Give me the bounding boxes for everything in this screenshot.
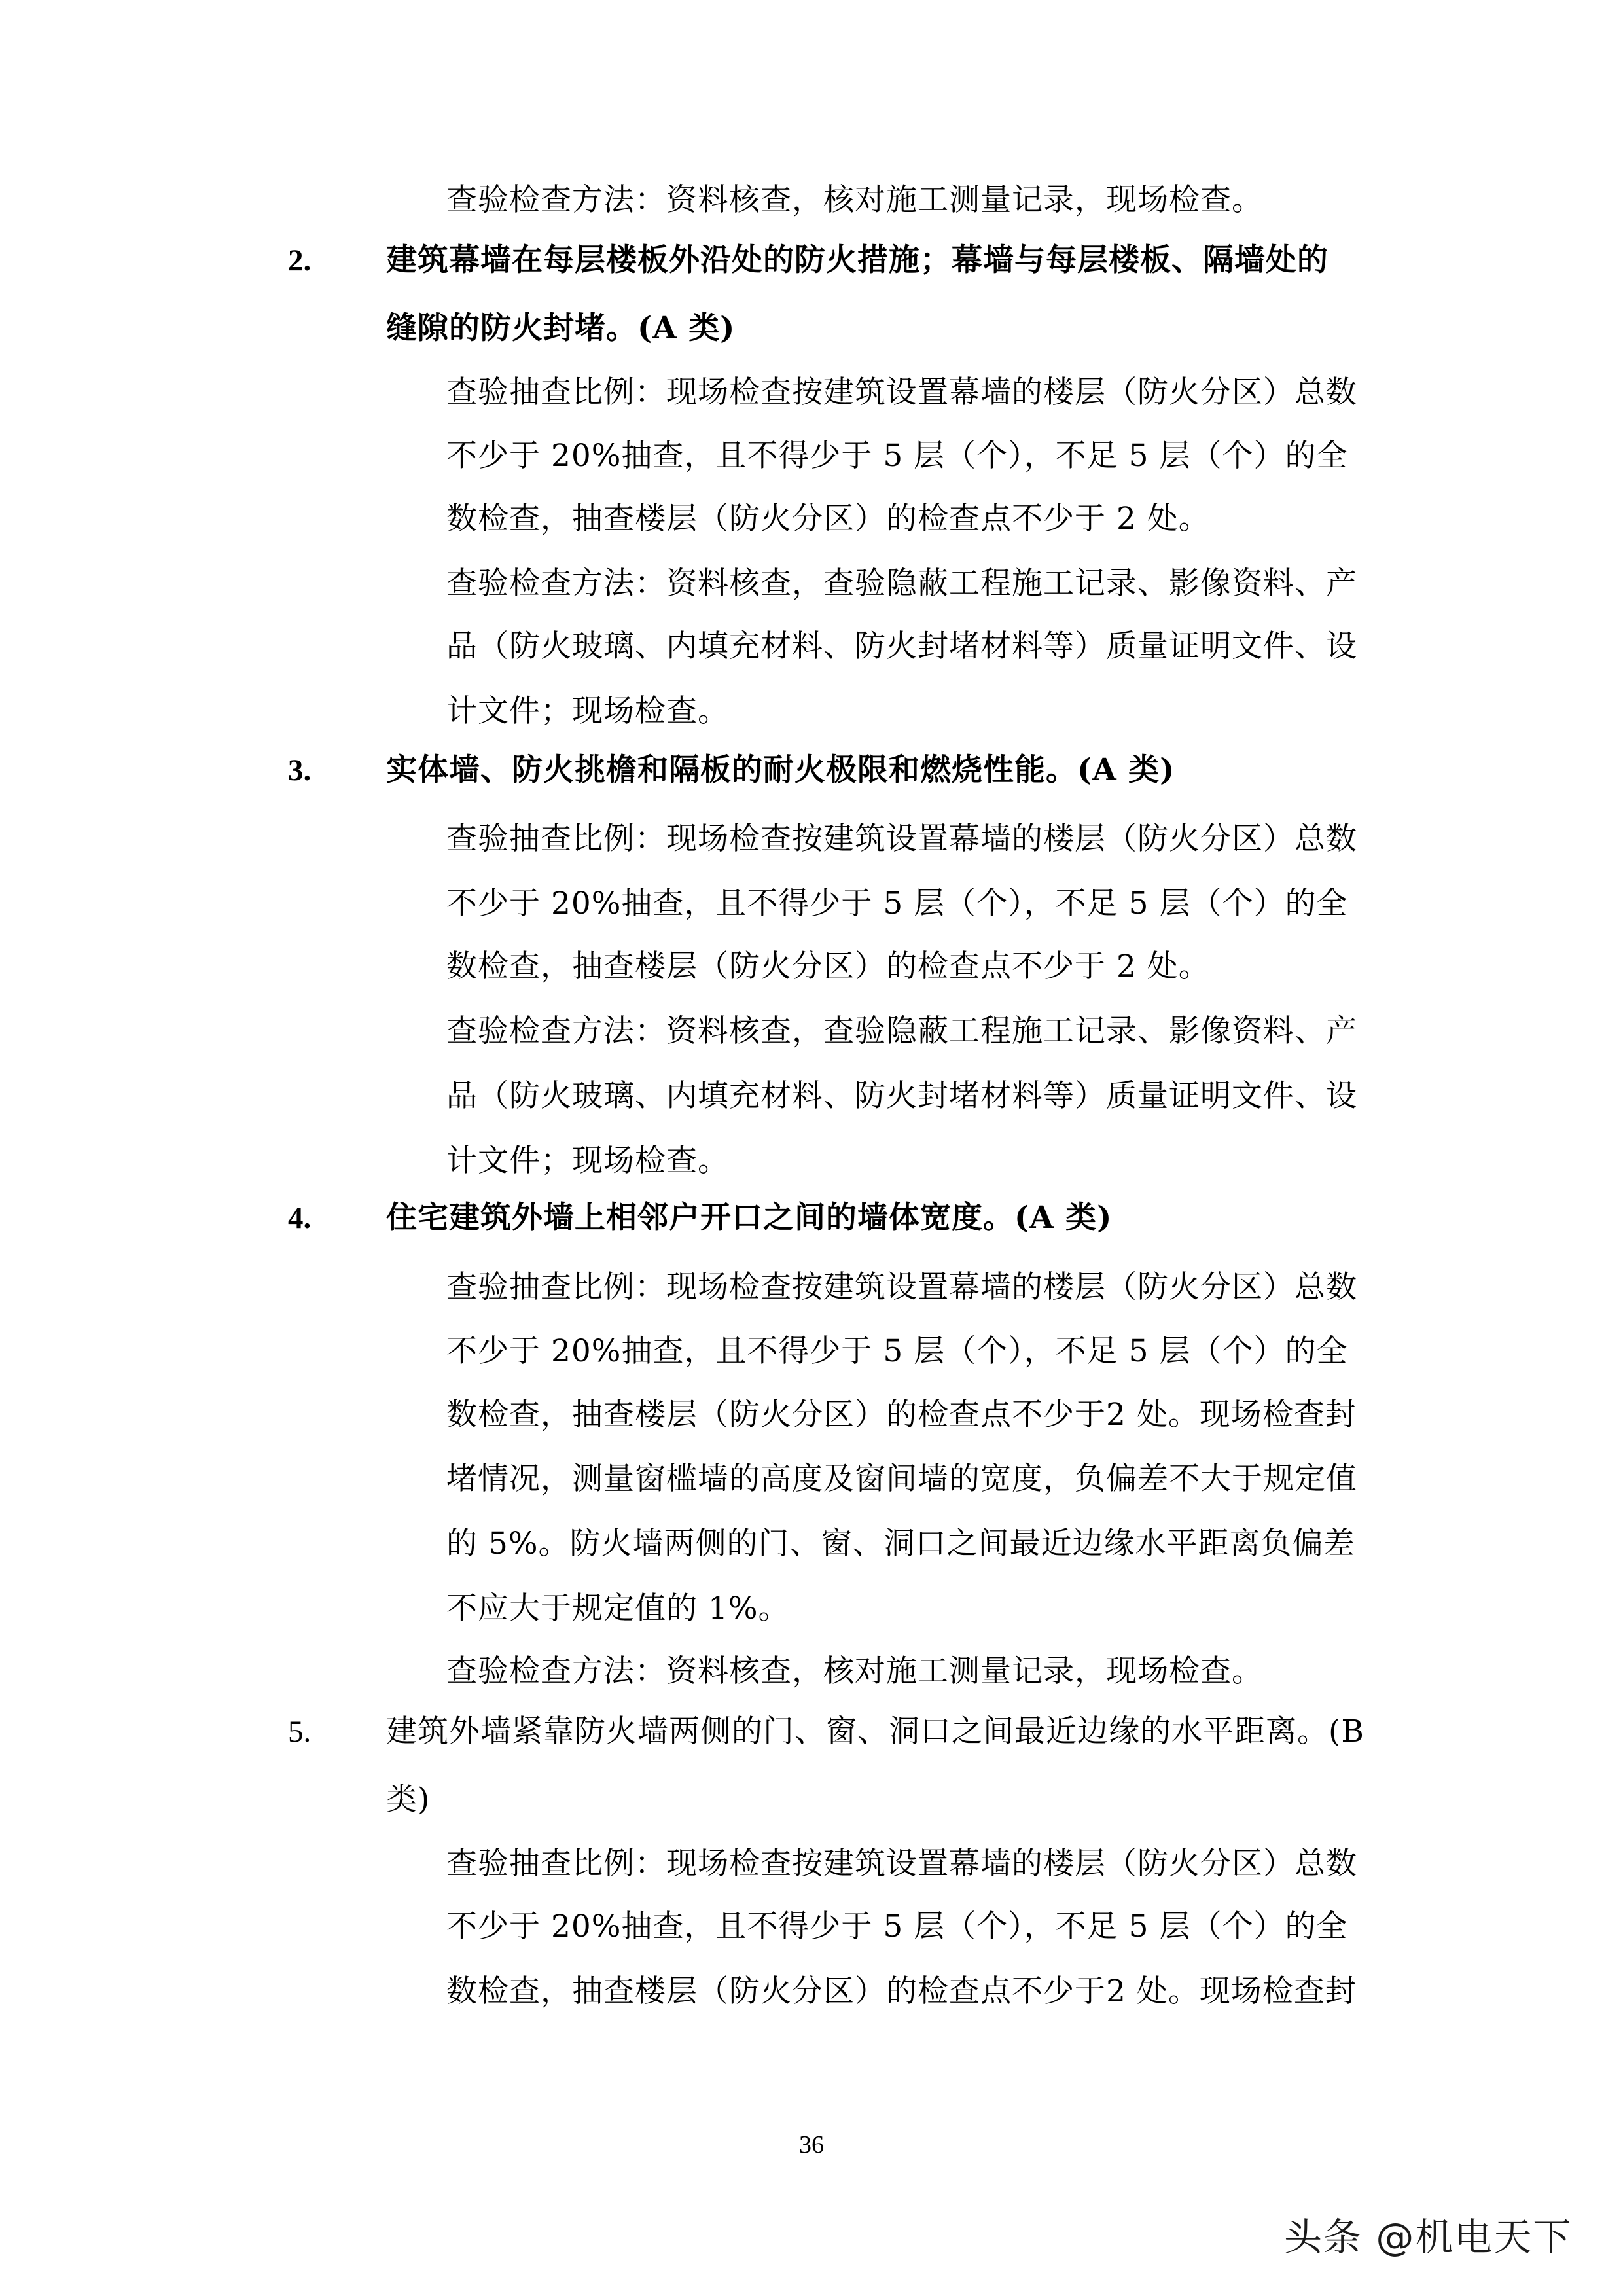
item-title-line: 建筑外墙紧靠防火墙两侧的门、窗、洞口之间最近边缘的水平距离。(B xyxy=(386,1713,1364,1749)
item-number: 5. xyxy=(288,1715,312,1749)
ratio-text-line: 数检查，抽查楼层（防火分区）的检查点不少于 2 处。 xyxy=(446,501,1210,537)
ratio-text-line: 不少于 20%抽查，且不得少于 5 层（个），不足 5 层（个）的全 xyxy=(446,886,1348,922)
watermark: 头条 @机电天下 xyxy=(1284,2215,1573,2259)
ratio-text-line: 不少于 20%抽查，且不得少于 5 层（个），不足 5 层（个）的全 xyxy=(446,1333,1348,1369)
ratio-text-line: 查验抽查比例：现场检查按建筑设置幕墙的楼层（防火分区）总数 xyxy=(446,374,1357,410)
method-text-continuation: 查验检查方法：资料核查，核对施工测量记录，现场检查。 xyxy=(446,182,1263,218)
method-text-line: 查验检查方法：资料核查，查验隐蔽工程施工记录、影像资料、产 xyxy=(446,565,1357,601)
ratio-text-line: 的 5%。防火墙两侧的门、窗、洞口之间最近边缘水平距离负偏差 xyxy=(446,1526,1355,1562)
method-text-line: 计文件；现场检查。 xyxy=(446,1143,729,1179)
item-title-line: 建筑幕墙在每层楼板外沿处的防火措施；幕墙与每层楼板、隔墙处的 xyxy=(386,242,1329,278)
ratio-text-line: 不应大于规定值的 1%。 xyxy=(446,1590,790,1626)
ratio-text-line: 数检查，抽查楼层（防火分区）的检查点不少于2 处。现场检查封 xyxy=(446,1397,1357,1433)
method-text-line: 品（防火玻璃、内填充材料、防火封堵材料等）质量证明文件、设 xyxy=(446,628,1357,664)
item-title-line: 实体墙、防火挑檐和隔板的耐火极限和燃烧性能。(A 类) xyxy=(386,752,1175,788)
ratio-text-line: 查验抽查比例：现场检查按建筑设置幕墙的楼层（防火分区）总数 xyxy=(446,1269,1357,1305)
item-title-line: 类) xyxy=(386,1782,431,1818)
page-number: 36 xyxy=(799,2131,824,2159)
ratio-text-line: 不少于 20%抽查，且不得少于 5 层（个），不足 5 层（个）的全 xyxy=(446,1909,1348,1945)
method-text-line: 查验检查方法：资料核查，查验隐蔽工程施工记录、影像资料、产 xyxy=(446,1013,1357,1049)
ratio-text-line: 数检查，抽查楼层（防火分区）的检查点不少于2 处。现场检查封 xyxy=(446,1973,1357,2009)
ratio-text-line: 不少于 20%抽查，且不得少于 5 层（个），不足 5 层（个）的全 xyxy=(446,438,1348,474)
item-title-line: 住宅建筑外墙上相邻户开口之间的墙体宽度。(A 类) xyxy=(386,1200,1113,1236)
ratio-text-line: 数检查，抽查楼层（防火分区）的检查点不少于 2 处。 xyxy=(446,948,1210,984)
ratio-text-line: 堵情况，测量窗槛墙的高度及窗间墙的宽度，负偏差不大于规定值 xyxy=(446,1461,1357,1497)
method-text-line: 查验检查方法：资料核查，核对施工测量记录，现场检查。 xyxy=(446,1653,1263,1689)
item-number: 3. xyxy=(288,753,312,787)
item-number: 4. xyxy=(288,1201,312,1235)
item-number: 2. xyxy=(288,243,312,278)
item-title-line: 缝隙的防火封堵。(A 类) xyxy=(386,310,736,346)
ratio-text-line: 查验抽查比例：现场检查按建筑设置幕墙的楼层（防火分区）总数 xyxy=(446,821,1357,857)
ratio-text-line: 查验抽查比例：现场检查按建筑设置幕墙的楼层（防火分区）总数 xyxy=(446,1846,1357,1882)
method-text-line: 计文件；现场检查。 xyxy=(446,693,729,729)
method-text-line: 品（防火玻璃、内填充材料、防火封堵材料等）质量证明文件、设 xyxy=(446,1078,1357,1114)
